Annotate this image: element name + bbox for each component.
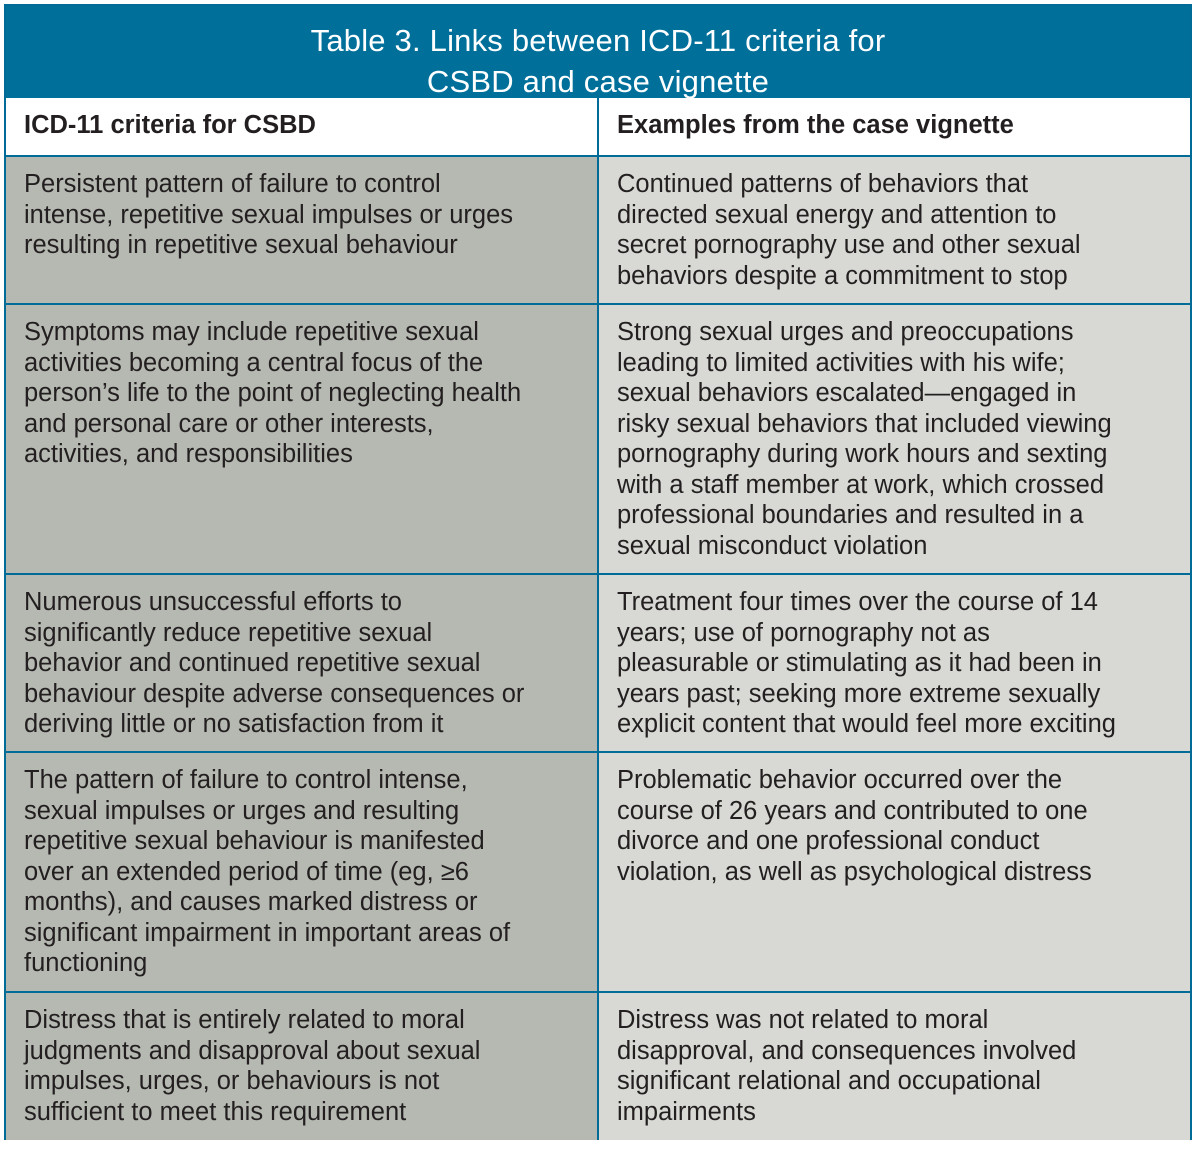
- example-cell: [598, 752, 1190, 992]
- example-line: Distress was not related to moral: [617, 1006, 989, 1034]
- table-row: [6, 304, 1190, 574]
- example-line: explicit content that would feel more exciting: [617, 710, 1116, 738]
- criteria-line: Numerous unsuccessful efforts to: [24, 588, 402, 616]
- example-line: course of 26 years and contributed to one: [617, 796, 1088, 825]
- table-row: [6, 574, 1190, 752]
- criteria-line: Distress that is entirely related to moral: [24, 1006, 465, 1034]
- example-cell: [598, 304, 1190, 574]
- example-line: significant relational and occupational: [617, 1067, 1041, 1095]
- criteria-line: significantly reduce repetitive sexual: [24, 618, 433, 647]
- example-cell: [598, 992, 1190, 1140]
- criteria-line: significant impairment in important areas of: [24, 918, 511, 947]
- example-line: sexual behaviors escalated—engaged in: [617, 379, 1077, 407]
- table-row: [6, 156, 1190, 304]
- example-line: sexual misconduct violation: [617, 531, 928, 560]
- example-line: years; use of pornography not as: [617, 618, 990, 647]
- example-cell: [598, 574, 1190, 752]
- criteria-cell: [6, 992, 598, 1140]
- criteria-cell: [6, 304, 598, 574]
- example-line: disapproval, and consequences involved: [617, 1036, 1077, 1065]
- example-line: violation, as well as psychological distress: [617, 857, 1092, 886]
- example-line: Problematic behavior occurred over the: [617, 766, 1063, 794]
- criteria-cell: [6, 156, 598, 304]
- criteria-line: over an extended period of time (eg, ≥6: [24, 857, 469, 886]
- example-line: divorce and one professional conduct: [617, 827, 1040, 855]
- table-body: [6, 156, 1190, 1140]
- example-line: risky sexual behaviors that included viewing: [617, 409, 1112, 438]
- criteria-line: sufficient to meet this requirement: [24, 1097, 407, 1126]
- table-row: [6, 992, 1190, 1140]
- criteria-line: and personal care or other interests,: [24, 409, 434, 438]
- criteria-line: Symptoms may include repetitive sexual: [24, 318, 479, 346]
- criteria-cell: [6, 752, 598, 992]
- example-line: Strong sexual urges and preoccupations: [617, 318, 1074, 346]
- criteria-line: functioning: [24, 949, 148, 977]
- criteria-line: behavior and continued repetitive sexual: [24, 649, 481, 677]
- criteria-table: [6, 98, 1190, 1140]
- example-line: pleasurable or stimulating as it had been in: [617, 649, 1102, 677]
- criteria-line: deriving little or no satisfaction from it: [24, 710, 444, 738]
- criteria-line: intense, repetitive sexual impulses or urges: [24, 200, 513, 229]
- example-line: impairments: [617, 1097, 756, 1126]
- criteria-line: sexual impulses or urges and resulting: [24, 796, 460, 825]
- example-line: Treatment four times over the course of 14: [617, 588, 1098, 616]
- example-line: leading to limited activities with his wife;: [617, 348, 1065, 377]
- example-line: pornography during work hours and sexting: [617, 440, 1108, 468]
- criteria-line: repetitive sexual behaviour is manifested: [24, 827, 485, 855]
- column-header-criteria: ICD-11 criteria for CSBD: [6, 98, 598, 156]
- table-number: Table 3.: [310, 23, 421, 58]
- example-line: years past; seeking more extreme sexually: [617, 679, 1101, 708]
- criteria-line: The pattern of failure to control intense,: [24, 766, 468, 794]
- example-line: professional boundaries and resulted in a: [617, 501, 1084, 529]
- table-figure: [4, 4, 1192, 1140]
- example-line: behaviors despite a commitment to stop: [617, 261, 1068, 290]
- table-header-row: [6, 98, 1190, 156]
- criteria-line: activities becoming a central focus of the: [24, 348, 484, 377]
- table-title-line-1: [6, 20, 1190, 61]
- example-cell: [598, 156, 1190, 304]
- criteria-line: resulting in repetitive sexual behaviour: [24, 231, 458, 259]
- column-header-examples: Examples from the case vignette: [598, 98, 1190, 156]
- criteria-line: impulses, urges, or behaviours is not: [24, 1067, 440, 1095]
- criteria-cell: [6, 574, 598, 752]
- criteria-line: months), and causes marked distress or: [24, 888, 478, 916]
- criteria-line: behaviour despite adverse consequences or: [24, 679, 525, 708]
- example-line: Continued patterns of behaviors that: [617, 170, 1029, 198]
- example-line: secret pornography use and other sexual: [617, 231, 1081, 259]
- table-row: [6, 752, 1190, 992]
- criteria-line: judgments and disapproval about sexual: [24, 1036, 481, 1065]
- example-line: directed sexual energy and attention to: [617, 200, 1057, 229]
- criteria-line: person’s life to the point of neglecting health: [24, 379, 522, 407]
- example-line: with a staff member at work, which crossed: [617, 470, 1105, 499]
- criteria-line: Persistent pattern of failure to control: [24, 170, 441, 198]
- table-title: [6, 6, 1190, 98]
- table-title-text: Links between ICD-11 criteria for: [429, 23, 886, 58]
- table-title-line-2: CSBD and case vignette: [426, 64, 770, 99]
- criteria-line: activities, and responsibilities: [24, 440, 353, 468]
